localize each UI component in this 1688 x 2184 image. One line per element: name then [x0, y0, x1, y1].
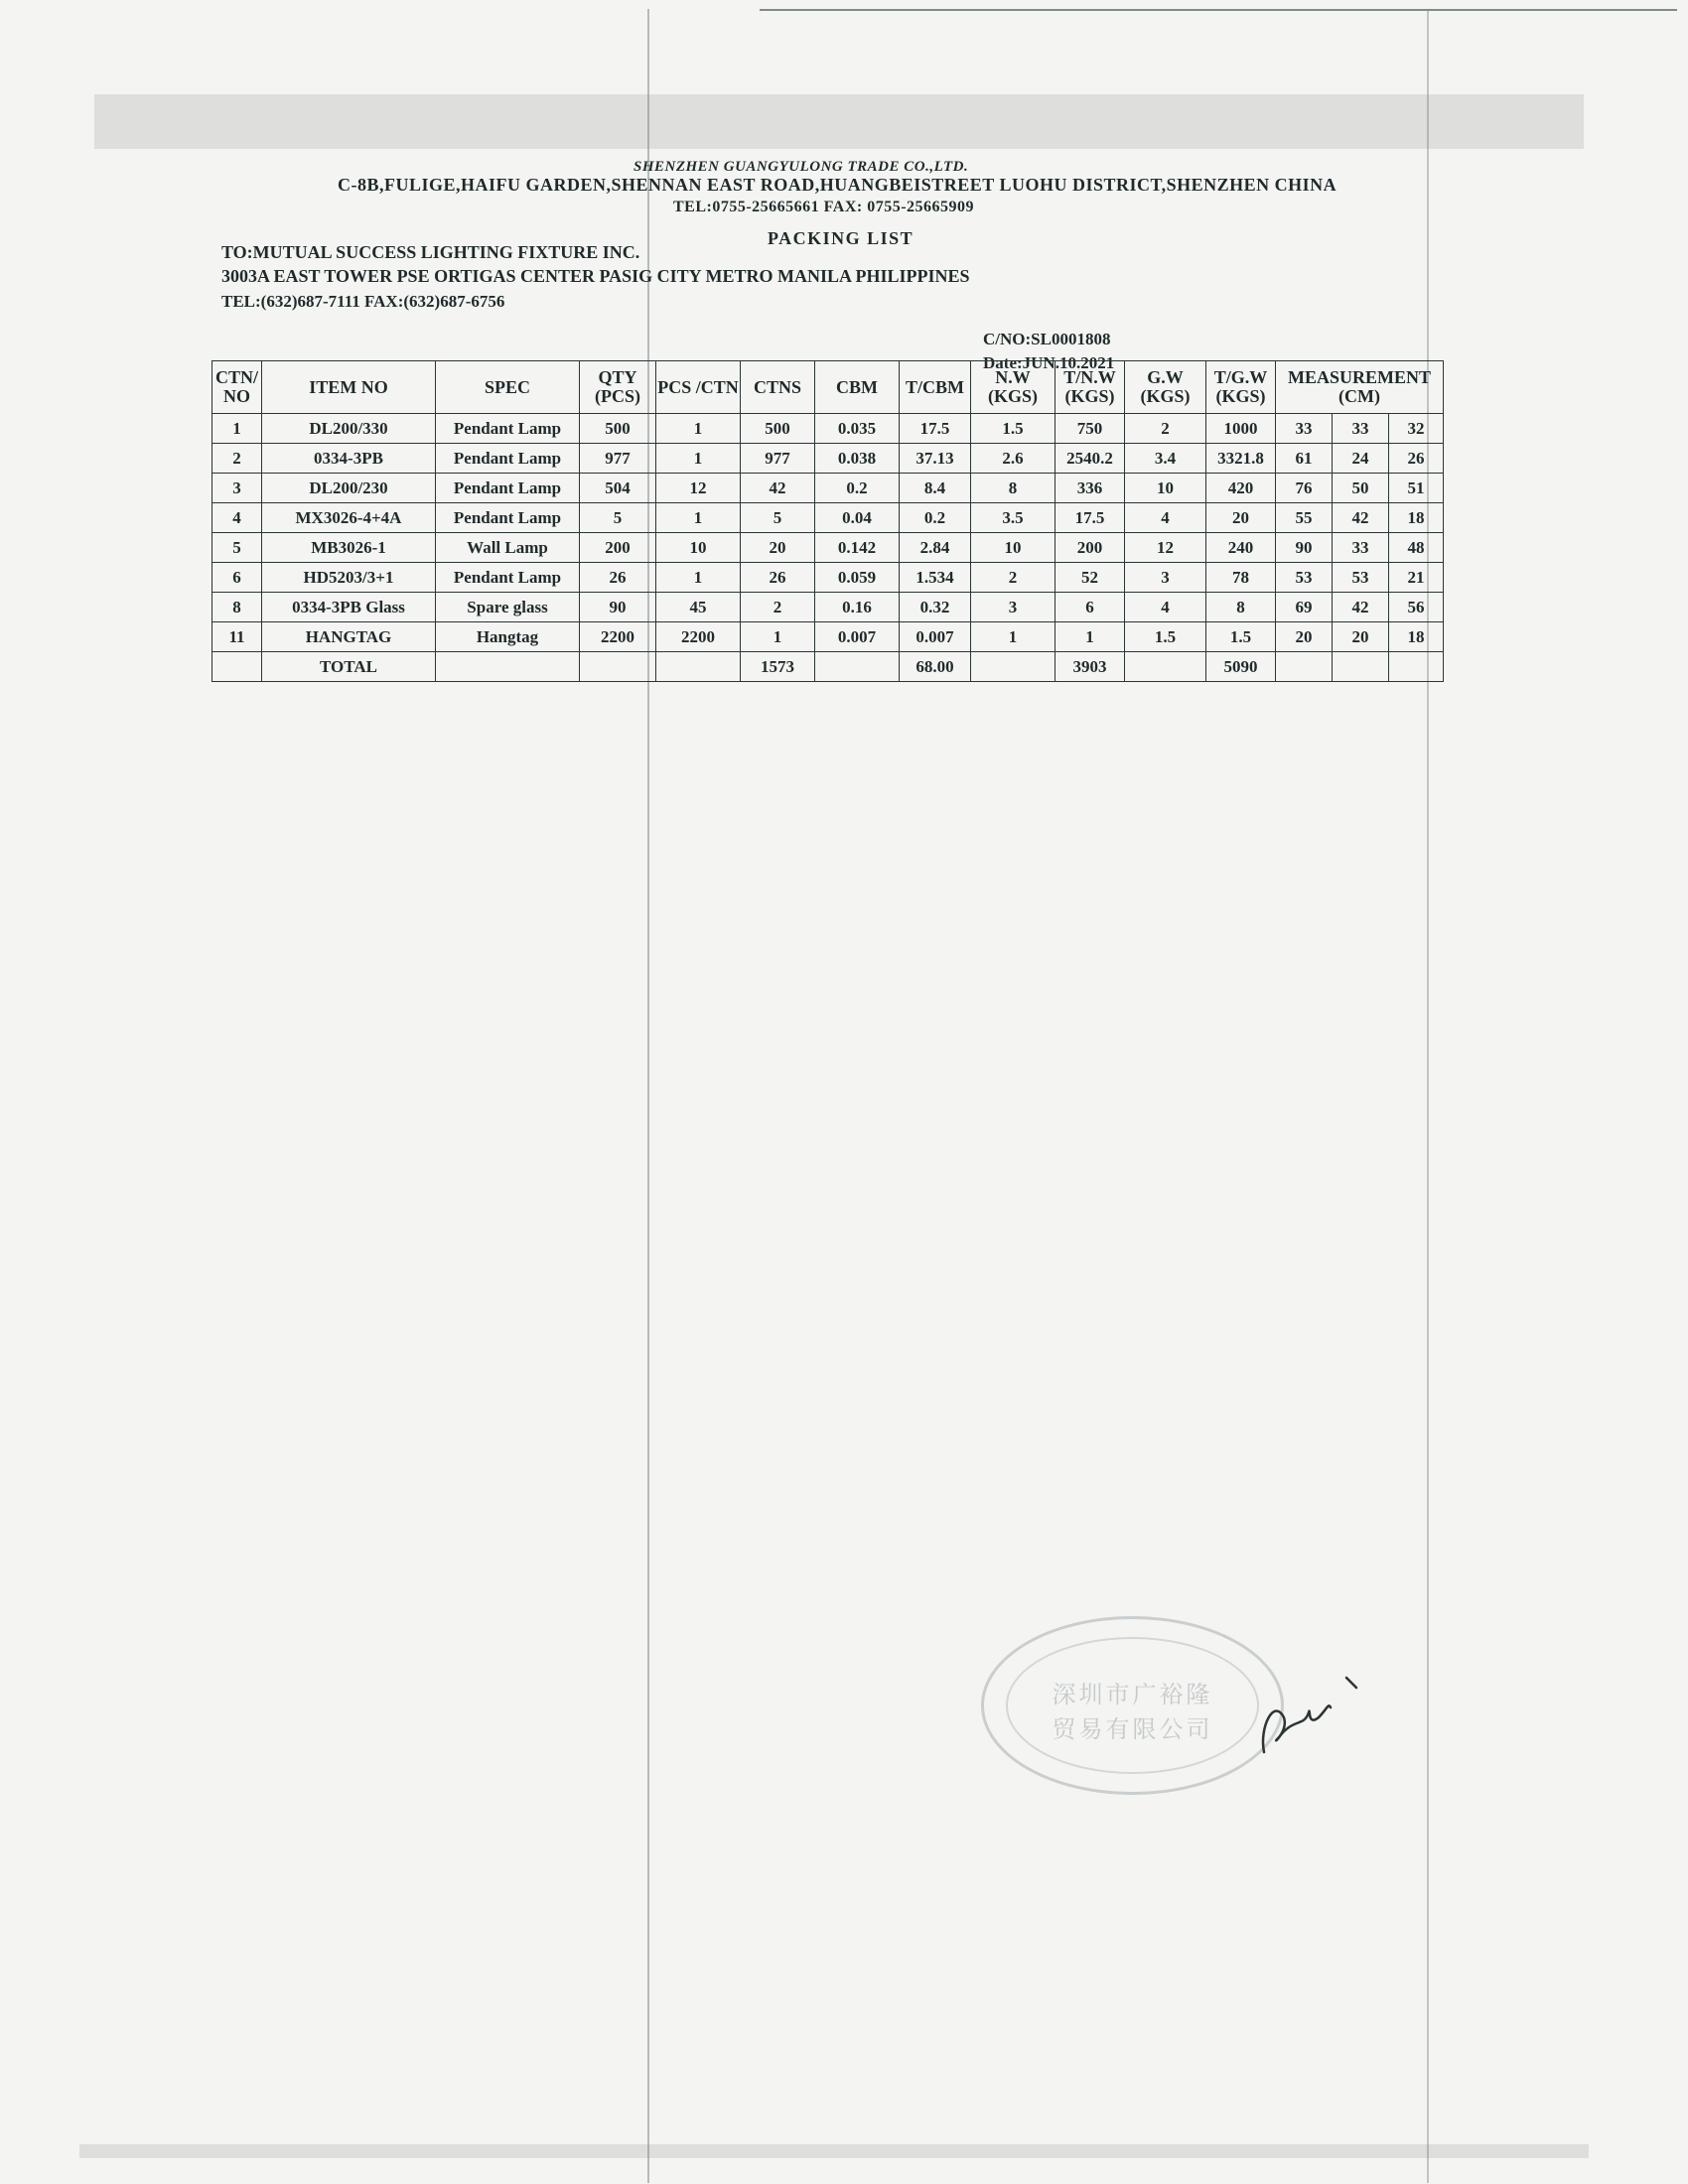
- cell-cbm: 0.2: [815, 474, 900, 503]
- cell-nw: 1.5: [971, 414, 1055, 444]
- company-contact: TEL:0755-25665661 FAX: 0755-25665909: [673, 199, 975, 215]
- cell-tcbm: 17.5: [900, 414, 971, 444]
- cell-length: 20: [1276, 622, 1333, 652]
- cell-qty: 26: [580, 563, 656, 593]
- cell-tgw: 1000: [1206, 414, 1276, 444]
- header-pcs-ctn: PCS /CTN: [656, 361, 741, 414]
- cell-spec: Pendant Lamp: [436, 503, 580, 533]
- cell-width: 20: [1333, 622, 1389, 652]
- cell-width: 42: [1333, 593, 1389, 622]
- cell-gw: 12: [1125, 533, 1206, 563]
- cell-ctn-no: 1: [212, 414, 262, 444]
- cell-length: 90: [1276, 533, 1333, 563]
- cell-pcs-ctn: 1: [656, 503, 741, 533]
- document-date: Date:JUN.10.2021: [983, 353, 1115, 372]
- cell-gw: 4: [1125, 593, 1206, 622]
- table-row: [212, 503, 1444, 533]
- cell-tgw: 8: [1206, 593, 1276, 622]
- cell-spec: Pendant Lamp: [436, 444, 580, 474]
- header-cbm: CBM: [815, 361, 900, 414]
- cell-nw: 2: [971, 563, 1055, 593]
- cell-tcbm: 0.2: [900, 503, 971, 533]
- cell-item-no: DL200/230: [262, 474, 436, 503]
- cell-nw: 3.5: [971, 503, 1055, 533]
- cell-gw: 1.5: [1125, 622, 1206, 652]
- cell-gw: 3.4: [1125, 444, 1206, 474]
- total-cell-empty: [971, 652, 1055, 682]
- cell-cbm: 0.059: [815, 563, 900, 593]
- cell-nw: 2.6: [971, 444, 1055, 474]
- cell-height: 51: [1389, 474, 1444, 503]
- cell-ctns: 500: [741, 414, 815, 444]
- table-row: [212, 533, 1444, 563]
- cell-width: 33: [1333, 414, 1389, 444]
- cell-tnw: 200: [1055, 533, 1125, 563]
- cell-ctn-no: 2: [212, 444, 262, 474]
- cell-item-no: DL200/330: [262, 414, 436, 444]
- cell-item-no: MB3026-1: [262, 533, 436, 563]
- cell-pcs-ctn: 45: [656, 593, 741, 622]
- cell-height: 26: [1389, 444, 1444, 474]
- cell-ctn-no: 8: [212, 593, 262, 622]
- cell-gw: 2: [1125, 414, 1206, 444]
- table-body: [212, 414, 1444, 652]
- cell-ctn-no: 4: [212, 503, 262, 533]
- cell-height: 56: [1389, 593, 1444, 622]
- recipient-contact: TEL:(632)687-7111 FAX:(632)687-6756: [221, 292, 505, 311]
- cell-height: 18: [1389, 503, 1444, 533]
- cell-height: 48: [1389, 533, 1444, 563]
- scan-line-left-vertical: [647, 9, 649, 2183]
- cell-height: 21: [1389, 563, 1444, 593]
- cell-pcs-ctn: 12: [656, 474, 741, 503]
- cell-item-no: MX3026-4+4A: [262, 503, 436, 533]
- header-nw: N.W (KGS): [971, 361, 1055, 414]
- cell-spec: Pendant Lamp: [436, 474, 580, 503]
- cell-cbm: 0.142: [815, 533, 900, 563]
- cell-pcs-ctn: 10: [656, 533, 741, 563]
- cell-width: 33: [1333, 533, 1389, 563]
- cell-nw: 1: [971, 622, 1055, 652]
- cell-spec: Pendant Lamp: [436, 414, 580, 444]
- document-title: PACKING LIST: [768, 228, 914, 248]
- total-cell-empty: [815, 652, 900, 682]
- cell-pcs-ctn: 1: [656, 444, 741, 474]
- cell-pcs-ctn: 1: [656, 563, 741, 593]
- cell-qty: 5: [580, 503, 656, 533]
- cell-ctn-no: 3: [212, 474, 262, 503]
- cell-cbm: 0.007: [815, 622, 900, 652]
- table-row: [212, 414, 1444, 444]
- cell-item-no: 0334-3PB: [262, 444, 436, 474]
- cell-nw: 3: [971, 593, 1055, 622]
- cell-gw: 10: [1125, 474, 1206, 503]
- cell-spec: Hangtag: [436, 622, 580, 652]
- cell-qty: 500: [580, 414, 656, 444]
- cell-ctn-no: 5: [212, 533, 262, 563]
- table-row: [212, 593, 1444, 622]
- cell-tnw: 52: [1055, 563, 1125, 593]
- cell-length: 33: [1276, 414, 1333, 444]
- cell-tcbm: 0.32: [900, 593, 971, 622]
- cell-gw: 4: [1125, 503, 1206, 533]
- cell-tcbm: 37.13: [900, 444, 971, 474]
- table-row: [212, 563, 1444, 593]
- cell-qty: 2200: [580, 622, 656, 652]
- company-address: C-8B,FULIGE,HAIFU GARDEN,SHENNAN EAST ROAD,HUANGBEISTREET LUOHU DISTRICT,SHENZHEN CHINA: [338, 175, 1337, 195]
- cell-tgw: 1.5: [1206, 622, 1276, 652]
- cell-tnw: 17.5: [1055, 503, 1125, 533]
- header-tcbm: T/CBM: [900, 361, 971, 414]
- table-row: [212, 474, 1444, 503]
- company-name: SHENZHEN GUANGYULONG TRADE CO.,LTD.: [633, 159, 969, 175]
- cell-length: 61: [1276, 444, 1333, 474]
- cell-nw: 8: [971, 474, 1055, 503]
- header-tnw: T/N.W (KGS): [1055, 361, 1125, 414]
- total-tgw: 5090: [1206, 652, 1276, 682]
- cell-length: 69: [1276, 593, 1333, 622]
- cell-ctns: 42: [741, 474, 815, 503]
- recipient-address: 3003A EAST TOWER PSE ORTIGAS CENTER PASIG CITY METRO MANILA PHILIPPINES: [221, 266, 970, 286]
- cell-height: 18: [1389, 622, 1444, 652]
- cell-width: 53: [1333, 563, 1389, 593]
- cell-spec: Pendant Lamp: [436, 563, 580, 593]
- cell-cbm: 0.035: [815, 414, 900, 444]
- total-tnw: 3903: [1055, 652, 1125, 682]
- header-gw: G.W (KGS): [1125, 361, 1206, 414]
- cell-length: 76: [1276, 474, 1333, 503]
- cell-tnw: 2540.2: [1055, 444, 1125, 474]
- packing-list-table: [211, 360, 1444, 682]
- scan-fold-bottom: [79, 2144, 1589, 2158]
- scan-line-right-vertical: [1427, 9, 1429, 2183]
- cell-tcbm: 2.84: [900, 533, 971, 563]
- cell-ctns: 20: [741, 533, 815, 563]
- table-row: [212, 622, 1444, 652]
- table-row: [212, 444, 1444, 474]
- cell-item-no: 0334-3PB Glass: [262, 593, 436, 622]
- cell-tnw: 6: [1055, 593, 1125, 622]
- total-cell-empty: [436, 652, 580, 682]
- total-cell-empty: [656, 652, 741, 682]
- cell-width: 42: [1333, 503, 1389, 533]
- cell-ctn-no: 6: [212, 563, 262, 593]
- seal-text: 深圳市广裕隆 贸易有限公司: [1052, 1681, 1213, 1743]
- cell-tgw: 78: [1206, 563, 1276, 593]
- cell-height: 32: [1389, 414, 1444, 444]
- cell-gw: 3: [1125, 563, 1206, 593]
- total-cell-empty: [1389, 652, 1444, 682]
- cell-tcbm: 8.4: [900, 474, 971, 503]
- total-cell-empty: [1125, 652, 1206, 682]
- cell-item-no: HD5203/3+1: [262, 563, 436, 593]
- cell-ctns: 2: [741, 593, 815, 622]
- cell-tgw: 420: [1206, 474, 1276, 503]
- header-ctns: CTNS: [741, 361, 815, 414]
- table-header-row: [212, 361, 1444, 414]
- cell-qty: 504: [580, 474, 656, 503]
- cell-width: 24: [1333, 444, 1389, 474]
- cell-tgw: 20: [1206, 503, 1276, 533]
- cell-ctns: 5: [741, 503, 815, 533]
- cell-tcbm: 1.534: [900, 563, 971, 593]
- total-cell-empty: [1276, 652, 1333, 682]
- cell-spec: Wall Lamp: [436, 533, 580, 563]
- header-ctn-no: CTN/ NO: [212, 361, 262, 414]
- total-ctns: 1573: [741, 652, 815, 682]
- cell-qty: 977: [580, 444, 656, 474]
- scan-fold-top: [94, 94, 1584, 149]
- recipient-name: TO:MUTUAL SUCCESS LIGHTING FIXTURE INC.: [221, 242, 640, 262]
- total-cell-empty: [580, 652, 656, 682]
- cell-tnw: 1: [1055, 622, 1125, 652]
- cell-width: 50: [1333, 474, 1389, 503]
- cell-item-no: HANGTAG: [262, 622, 436, 652]
- cell-cbm: 0.038: [815, 444, 900, 474]
- cell-qty: 90: [580, 593, 656, 622]
- company-seal-stamp: [981, 1616, 1284, 1795]
- cell-tcbm: 0.007: [900, 622, 971, 652]
- cell-spec: Spare glass: [436, 593, 580, 622]
- cell-tnw: 750: [1055, 414, 1125, 444]
- header-qty: QTY (PCS): [580, 361, 656, 414]
- cell-ctn-no: 11: [212, 622, 262, 652]
- cell-pcs-ctn: 1: [656, 414, 741, 444]
- cell-tgw: 240: [1206, 533, 1276, 563]
- cell-pcs-ctn: 2200: [656, 622, 741, 652]
- scan-line-top: [760, 9, 1677, 11]
- total-cell-empty: [1333, 652, 1389, 682]
- carton-number: C/NO:SL0001808: [983, 330, 1111, 348]
- cell-ctns: 977: [741, 444, 815, 474]
- cell-tgw: 3321.8: [1206, 444, 1276, 474]
- total-label: TOTAL: [262, 652, 436, 682]
- cell-ctns: 1: [741, 622, 815, 652]
- header-spec: SPEC: [436, 361, 580, 414]
- cell-qty: 200: [580, 533, 656, 563]
- cell-cbm: 0.16: [815, 593, 900, 622]
- cell-nw: 10: [971, 533, 1055, 563]
- header-tgw: T/G.W (KGS): [1206, 361, 1276, 414]
- cell-ctns: 26: [741, 563, 815, 593]
- handwritten-signature: [1249, 1658, 1368, 1767]
- header-measurement: MEASUREMENT (CM): [1276, 361, 1444, 414]
- cell-length: 53: [1276, 563, 1333, 593]
- cell-length: 55: [1276, 503, 1333, 533]
- cell-cbm: 0.04: [815, 503, 900, 533]
- total-row: [212, 652, 1444, 682]
- total-tcbm: 68.00: [900, 652, 971, 682]
- total-cell-empty: [212, 652, 262, 682]
- cell-tnw: 336: [1055, 474, 1125, 503]
- header-item-no: ITEM NO: [262, 361, 436, 414]
